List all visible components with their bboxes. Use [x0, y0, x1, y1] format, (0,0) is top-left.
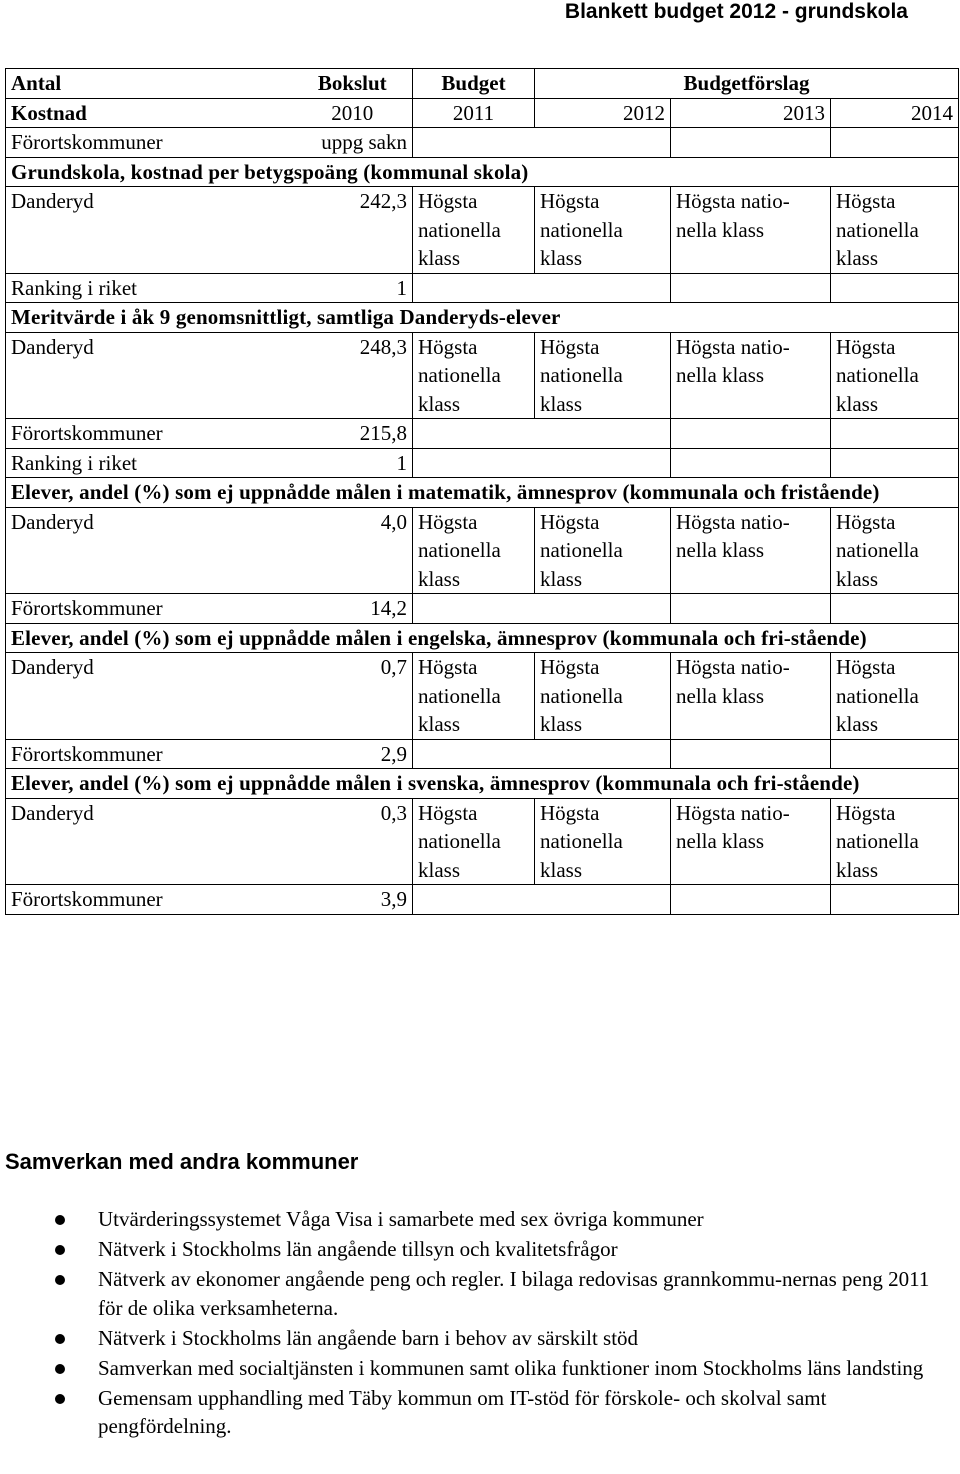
- header-year-2010: 2010: [293, 98, 413, 128]
- value-2013: Högsta natio-nella klass: [671, 507, 831, 594]
- value-bokslut: 14,2: [293, 594, 413, 624]
- value-2013: Högsta natio-nella klass: [671, 653, 831, 740]
- samverkan-list: [0, 1205, 950, 1442]
- row-label: Danderyd: [6, 798, 293, 885]
- section-title: Meritvärde i åk 9 genomsnittligt, samtliga Danderyds-elever: [6, 303, 959, 333]
- row-label: Förortskommuner: [6, 419, 293, 449]
- value-bokslut: 1: [293, 273, 413, 303]
- value-2014: Högsta nationella klass: [831, 798, 959, 885]
- list-item-text: Utvärderingssystemet Våga Visa i samarbete med sex övriga kommuner: [98, 1207, 704, 1231]
- value-2012: Högsta nationella klass: [535, 332, 671, 419]
- sub-row: [6, 885, 959, 915]
- value-2012: Högsta nationella klass: [535, 653, 671, 740]
- sub-row: [6, 419, 959, 449]
- list-item: [0, 1354, 950, 1383]
- list-item-text: Nätverk i Stockholms län angående tillsyn och kvalitetsfrågor: [98, 1237, 618, 1261]
- section-title-row: [6, 769, 959, 799]
- value-budget: Högsta nationella klass: [413, 507, 535, 594]
- danderyd-row: [6, 798, 959, 885]
- value-2014: Högsta nationella klass: [831, 332, 959, 419]
- value-budget: Högsta nationella klass: [413, 798, 535, 885]
- value-bokslut: 0,3: [293, 798, 413, 885]
- section-title: Elever, andel (%) som ej uppnådde målen i svenska, ämnesprov (kommunala och fri-stående): [6, 769, 959, 799]
- row-label: Ranking i riket: [6, 448, 293, 478]
- value-2014: Högsta nationella klass: [831, 187, 959, 274]
- section-title: Elever, andel (%) som ej uppnådde målen i engelska, ämnesprov (kommunala och fri-stående): [6, 623, 959, 653]
- list-item: [0, 1265, 950, 1322]
- list-item: [0, 1235, 950, 1264]
- section-title-row: [6, 157, 959, 187]
- value-bokslut: 3,9: [293, 885, 413, 915]
- row-label: Danderyd: [6, 653, 293, 740]
- value-bokslut: 215,8: [293, 419, 413, 449]
- sub-row: [6, 739, 959, 769]
- value-2013: Högsta natio-nella klass: [671, 187, 831, 274]
- value-bokslut: 242,3: [293, 187, 413, 274]
- danderyd-row: [6, 332, 959, 419]
- row-label: Förortskommuner: [6, 885, 293, 915]
- list-item: [0, 1205, 950, 1234]
- header-row-2: [6, 98, 959, 128]
- row-label: Danderyd: [6, 187, 293, 274]
- value-2013: Högsta natio-nella klass: [671, 798, 831, 885]
- bullet-icon: [55, 1215, 65, 1225]
- value-bokslut: 1: [293, 448, 413, 478]
- row-label: Danderyd: [6, 507, 293, 594]
- value-budget: Högsta nationella klass: [413, 653, 535, 740]
- list-item-text: Nätverk i Stockholms län angående barn i behov av särskilt stöd: [98, 1325, 639, 1350]
- bullet-icon: [55, 1334, 65, 1344]
- header-budget: Budget: [413, 69, 535, 99]
- row-label: Danderyd: [6, 332, 293, 419]
- value-bokslut: 248,3: [293, 332, 413, 419]
- list-item-text: Gemensam upphandling med Täby kommun om IT-stöd för förskole- och skolval samt pengfördelning.: [98, 1385, 827, 1438]
- section-title: Grundskola, kostnad per betygspoäng (kommunal skola): [6, 157, 959, 187]
- header-row-1: [6, 69, 959, 99]
- section-title-row: [6, 303, 959, 333]
- sub-row: [6, 273, 959, 303]
- budget-table: [5, 68, 959, 915]
- header-year-2012: 2012: [535, 98, 671, 128]
- value-2012: Högsta nationella klass: [535, 507, 671, 594]
- danderyd-row: [6, 187, 959, 274]
- list-item-text: Nätverk av ekonomer angående peng och regler. I bilaga redovisas grannkommu-nernas peng 2011 för de olika verksamheterna.: [98, 1267, 930, 1320]
- value-2013: Högsta natio-nella klass: [671, 332, 831, 419]
- value-2012: Högsta nationella klass: [535, 798, 671, 885]
- header-forortskommuner: Förortskommuner: [6, 128, 293, 158]
- bullet-icon: [55, 1394, 65, 1404]
- list-item: [0, 1324, 950, 1353]
- row-label: Förortskommuner: [6, 739, 293, 769]
- header-bokslut: Bokslut: [293, 69, 413, 99]
- danderyd-row: [6, 507, 959, 594]
- header-year-2013: 2013: [671, 98, 831, 128]
- list-item-text: Samverkan med socialtjänsten i kommunen samt olika funktioner inom Stockholms läns landsting: [98, 1355, 924, 1380]
- value-budget: Högsta nationella klass: [413, 187, 535, 274]
- section-title: Elever, andel (%) som ej uppnådde målen i matematik, ämnesprov (kommunala och fristående): [6, 478, 959, 508]
- row-label: Förortskommuner: [6, 594, 293, 624]
- header-row-3: [6, 128, 959, 158]
- sub-row: [6, 594, 959, 624]
- header-uppg-sakn: uppg sakn: [293, 128, 413, 158]
- value-bokslut: 2,9: [293, 739, 413, 769]
- danderyd-row: [6, 653, 959, 740]
- list-item: [0, 1384, 950, 1441]
- header-budgetforslag: Budgetförslag: [535, 69, 959, 99]
- document-title: Blankett budget 2012 - grundskola: [564, 0, 908, 23]
- sub-row: [6, 448, 959, 478]
- row-label: Ranking i riket: [6, 273, 293, 303]
- value-2014: Högsta nationella klass: [831, 653, 959, 740]
- value-bokslut: 4,0: [293, 507, 413, 594]
- header-year-2014: 2014: [831, 98, 959, 128]
- header-antal: Antal: [6, 69, 293, 99]
- value-2014: Högsta nationella klass: [831, 507, 959, 594]
- value-2012: Högsta nationella klass: [535, 187, 671, 274]
- bullet-icon: [55, 1364, 65, 1374]
- section-title-row: [6, 623, 959, 653]
- header-year-2011: 2011: [413, 98, 535, 128]
- bullet-icon: [55, 1245, 65, 1255]
- samverkan-heading: Samverkan med andra kommuner: [5, 1149, 359, 1174]
- header-kostnad: Kostnad: [6, 98, 293, 128]
- bullet-icon: [55, 1275, 65, 1285]
- value-bokslut: 0,7: [293, 653, 413, 740]
- section-title-row: [6, 478, 959, 508]
- value-budget: Högsta nationella klass: [413, 332, 535, 419]
